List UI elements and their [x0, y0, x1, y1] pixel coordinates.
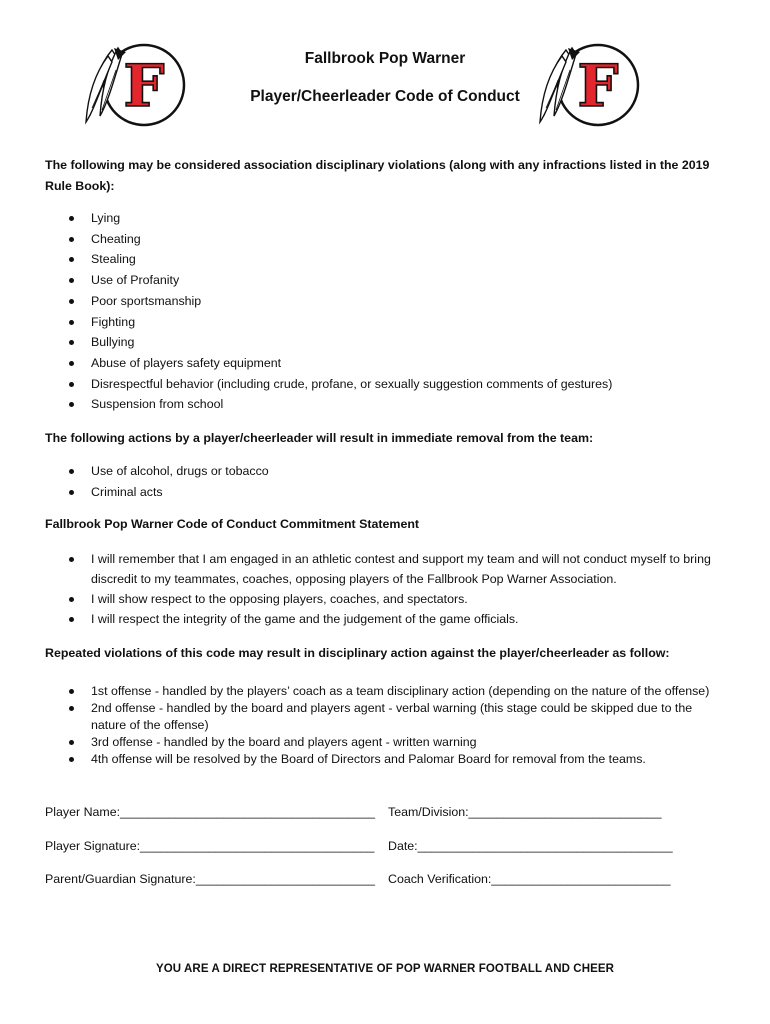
page-subtitle: Player/Cheerleader Code of Conduct — [250, 88, 520, 105]
parent-signature-field[interactable]: Parent/Guardian Signature:__________________________ — [45, 872, 376, 886]
repeated-list — [45, 683, 725, 768]
list-item: Use of alcohol, drugs or tobacco — [45, 461, 725, 482]
commitment-heading: Fallbrook Pop Warner Code of Conduct Commitment Statement — [45, 517, 420, 531]
page-title: Fallbrook Pop Warner — [304, 50, 466, 67]
removal-heading: The following actions by a player/cheerleader will result in immediate removal from the team: — [45, 431, 594, 445]
list-item: Criminal acts — [45, 482, 725, 503]
team-division-field[interactable]: Team/Division:____________________________ — [388, 805, 662, 819]
list-item: Suspension from school — [45, 394, 725, 415]
repeated-heading: Repeated violations of this code may result in disciplinary action against the player/cheerleader as follow: — [45, 646, 670, 660]
list-item: I will remember that I am engaged in an athletic contest and support my team and will not conduct myself to bring discredit to my teammates, coaches, opposing players of the Fallbrook Pop Warner Association. — [45, 549, 725, 589]
removal-list — [45, 461, 725, 502]
list-item: 2nd offense - handled by the board and players agent - verbal warning (this stage could be skipped due to the nature of the offense) — [45, 700, 725, 734]
list-item: Cheating — [45, 229, 725, 250]
logo-right-letter: F — [577, 52, 619, 120]
list-item: Stealing — [45, 249, 725, 270]
list-item: 4th offense will be resolved by the Board of Directors and Palomar Board for removal from the teams. — [45, 751, 725, 768]
list-item: 1st offense - handled by the players’ coach as a team disciplinary action (depending on the nature of the offense) — [45, 683, 725, 700]
list-item: Use of Profanity — [45, 270, 725, 291]
list-item: Abuse of players safety equipment — [45, 353, 725, 374]
footer-statement: YOU ARE A DIRECT REPRESENTATIVE OF POP WARNER FOOTBALL AND CHEER — [155, 963, 615, 975]
violations-list — [45, 208, 725, 415]
coach-verification-field[interactable]: Coach Verification:__________________________ — [388, 872, 671, 886]
logo-left-letter: F — [123, 52, 165, 120]
player-name-field[interactable]: Player Name:_____________________________________ — [45, 805, 376, 819]
list-item: Bullying — [45, 332, 725, 353]
violations-heading: The following may be considered association disciplinary violations (along with any infractions listed in the 2019 Rule Book): — [45, 158, 710, 193]
list-item: Disrespectful behavior (including crude, profane, or sexually suggestion comments of gestures) — [45, 374, 725, 395]
list-item: 3rd offense - handled by the board and players agent - written warning — [45, 734, 725, 751]
player-signature-field[interactable]: Player Signature:__________________________________ — [45, 839, 375, 853]
list-item: Poor sportsmanship — [45, 291, 725, 312]
list-item: I will show respect to the opposing players, coaches, and spectators. — [45, 589, 725, 609]
date-field[interactable]: Date:_____________________________________ — [388, 839, 673, 853]
list-item: Lying — [45, 208, 725, 229]
list-item: Fighting — [45, 312, 725, 333]
list-item: I will respect the integrity of the game and the judgement of the game officials. — [45, 609, 725, 629]
commitment-list — [45, 549, 725, 629]
